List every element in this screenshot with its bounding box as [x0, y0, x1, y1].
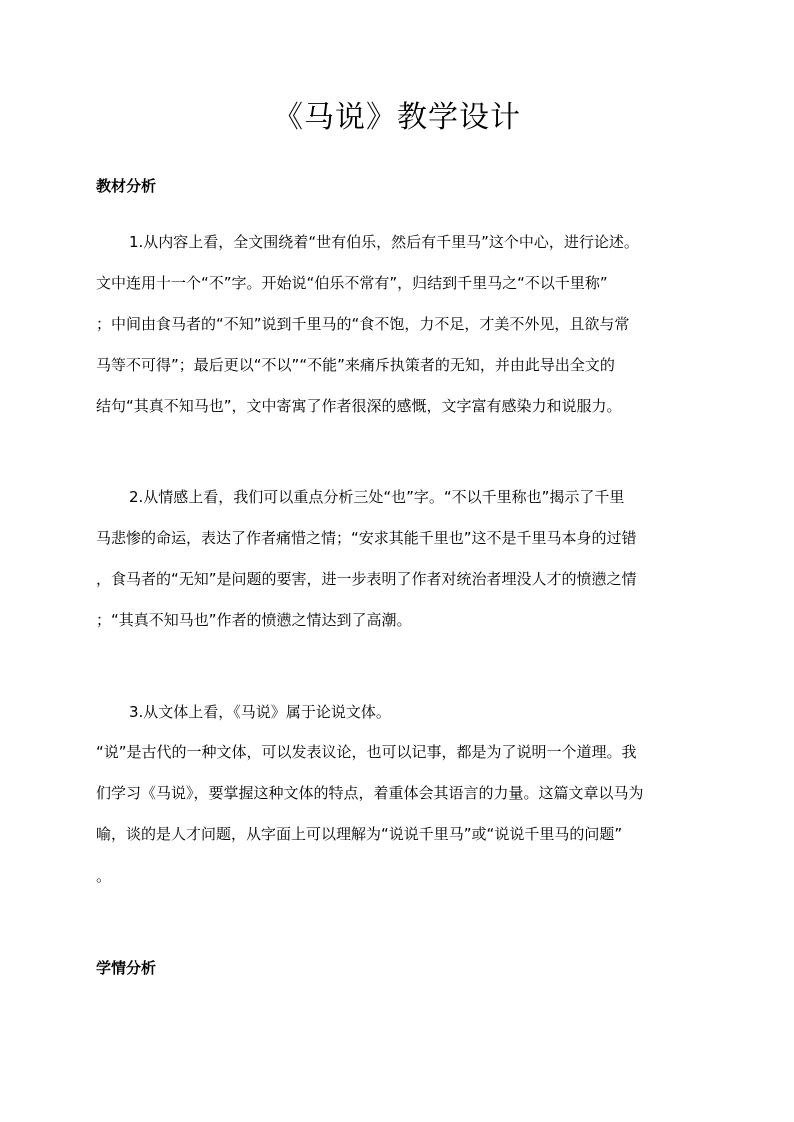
paragraph-2-line-2: 马悲惨的命运，表达了作者痛惜之情；“安求其能千里也”这不是千里马本身的过错: [96, 529, 637, 547]
section-heading-learner-analysis: 学情分析: [96, 959, 157, 977]
paragraph-2-line-3: ，食马者的“无知”是问题的要害，进一步表明了作者对统治者埋没人才的愤懑之情: [96, 570, 637, 588]
page-title: 《马说》教学设计: [273, 100, 521, 135]
paragraph-1-line-3: ；中间由食马者的“不知”说到千里马的“食不饱，力不足，才美不外见，且欲与常: [96, 315, 630, 333]
paragraph-2-line-4: ；“其真不知马也”作者的愤懑之情达到了高潮。: [96, 611, 412, 629]
paragraph-3-line-4: 喻，谈的是人才问题，从字面上可以理解为“说说千里马”或“说说千里马的问题”: [96, 825, 623, 843]
paragraph-3-line-1: 3.从文体上看，《马说》属于论说文体。: [129, 703, 391, 721]
paragraph-3-line-2: “说”是古代的一种文体，可以发表议论，也可以记事，都是为了说明一个道理。我: [96, 743, 637, 761]
paragraph-1-line-4: 马等不可得”；最后更以“不以”“不能”来痛斥执策者的无知，并由此导出全文的: [96, 356, 615, 374]
paragraph-3-line-3: 们学习《马说》，要掌握这种文体的特点，着重体会其语言的力量。这篇文章以马为: [96, 784, 644, 802]
paragraph-2-line-1: 2.从情感上看，我们可以重点分析三处“也”字。“不以千里称也”揭示了千里: [129, 488, 625, 506]
section-heading-textbook-analysis: 教材分析: [96, 177, 157, 195]
paragraph-1-line-2: 文中连用十一个“不”字。开始说“伯乐不常有”，归结到千里马之“不以千里称”: [96, 274, 608, 292]
paragraph-1-line-5: 结句“其真不知马也”，文中寄寓了作者很深的感慨，文字富有感染力和说服力。: [96, 397, 622, 415]
paragraph-3-line-5: 。: [96, 867, 112, 885]
paragraph-1-line-1: 1.从内容上看，全文围绕着“世有伯乐，然后有千里马”这个中心，进行论述。: [129, 233, 639, 251]
